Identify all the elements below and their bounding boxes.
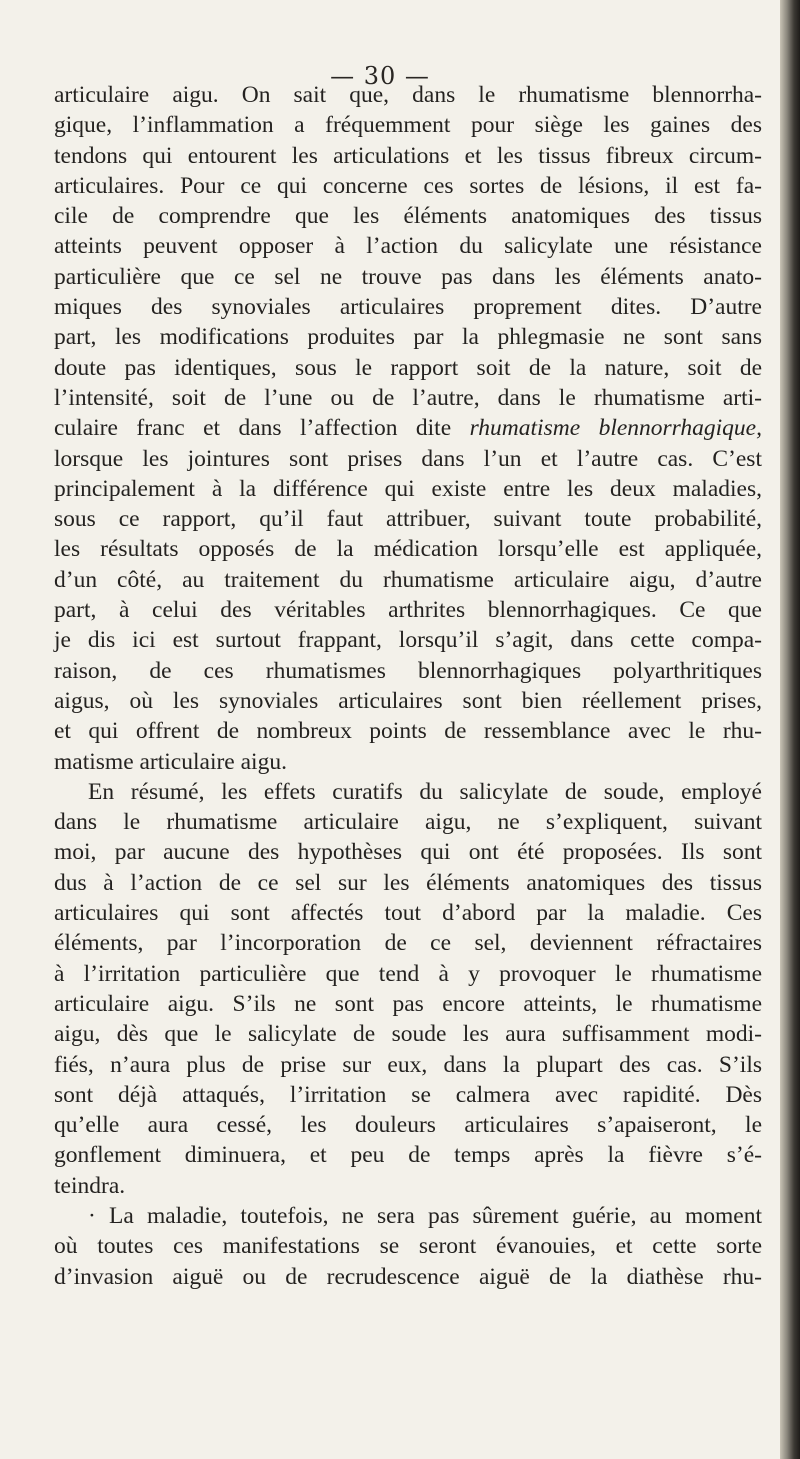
text-segment: culaire franc et dans l’affection dite	[54, 415, 470, 442]
text-line: doute pas identiques, sous le rapport soit de la nature, soit de	[54, 354, 762, 381]
text-line: teindra.	[54, 1172, 126, 1199]
text-line: d’invasion aiguë ou de recrudescence aiguë de la diathèse rhu-	[54, 1263, 762, 1290]
text-line: moi, par aucune des hypothèses qui ont été proposées. Ils sont	[54, 839, 762, 866]
text-line: lorsque les jointures sont prises dans l’un et l’autre cas. C’est	[54, 445, 762, 472]
text-line: qu’elle aura cessé, les douleurs articulaires s’apaiseront, le	[54, 1112, 762, 1139]
page-number: — 30 —	[330, 62, 430, 90]
text-line: gonflement diminuera, et peu de temps après la fièvre s’é-	[54, 1142, 762, 1169]
text-line: dans le rhumatisme articulaire aigu, ne s’expliquent, suivant	[54, 809, 762, 836]
text-line: dus à l’action de ce sel sur les éléments anatomiques des tissus	[54, 869, 762, 896]
text-line: articulaires. Pour ce qui concerne ces sortes de lésions, il est fa-	[54, 172, 762, 199]
text-line: je dis ici est surtout frappant, lorsqu’il s’agit, dans cette compa-	[54, 627, 762, 654]
italic-term: rhumatisme blennorrhagique,	[469, 415, 762, 442]
text-line: tendons qui entourent les articulations et les tissus fibreux circum-	[54, 142, 762, 169]
text-line-with-italic	[54, 413, 762, 443]
text-line: où toutes ces manifestations se seront évanouies, et cette sorte	[54, 1233, 762, 1260]
text-line: à l’irritation particulière que tend à y provoquer le rhumatisme	[54, 960, 762, 987]
text-line: principalement à la différence qui existe entre les deux maladies,	[54, 475, 762, 502]
text-line: articulaire aigu. On sait que, dans le rhumatisme blennorrha-	[54, 82, 762, 108]
text-line: raison, de ces rhumatismes blennorrhagiques polyarthritiques	[54, 657, 762, 684]
text-line: part, à celui des véritables arthrites blennorrhagiques. Ce que	[54, 597, 762, 624]
text-line: En résumé, les effets curatifs du salicylate de soude, employé	[88, 778, 762, 805]
text-line: particulière que ce sel ne trouve pas dans les éléments anato-	[54, 263, 762, 290]
text-line: l’intensité, soit de l’une ou de l’autre, dans le rhumatisme arti-	[54, 384, 762, 411]
text-line: et qui offrent de nombreux points de ressemblance avec le rhu-	[54, 718, 762, 745]
text-line: éléments, par l’incorporation de ce sel, deviennent réfractaires	[54, 930, 762, 957]
text-line: d’un côté, au traitement du rhumatisme articulaire aigu, d’autre	[54, 566, 762, 593]
text-line: articulaires qui sont affectés tout d’abord par la maladie. Ces	[54, 900, 762, 927]
text-line: articulaire aigu. S’ils ne sont pas encore atteints, le rhumatisme	[54, 990, 762, 1017]
text-line: gique, l’inflammation a fréquemment pour siège les gaines des	[54, 112, 762, 139]
text-line: aigus, où les synoviales articulaires sont bien réellement prises,	[54, 687, 762, 714]
text-line: matisme articulaire aigu.	[54, 748, 287, 775]
body-text	[54, 80, 762, 1292]
text-line: sont déjà attaqués, l’irritation se calmera avec rapidité. Dès	[54, 1081, 762, 1108]
text-line: · La maladie, toutefois, ne sera pas sûrement guérie, au moment	[88, 1202, 762, 1229]
text-line: aigu, dès que le salicylate de soude les aura suffisamment modi-	[54, 1021, 762, 1048]
text-line: miques des synoviales articulaires proprement dites. D’autre	[54, 294, 762, 321]
text-line: atteints peuvent opposer à l’action du salicylate une résistance	[54, 233, 762, 260]
text-line: part, les modifications produites par la phlegmasie ne sont sans	[54, 324, 762, 351]
text-line: les résultats opposés de la médication lorsqu’elle est appliquée,	[54, 536, 762, 563]
text-line: cile de comprendre que les éléments anatomiques des tissus	[54, 203, 762, 230]
text-line: sous ce rapport, qu’il faut attribuer, suivant toute probabilité,	[54, 506, 762, 533]
text-line: fiés, n’aura plus de prise sur eux, dans la plupart des cas. S’ils	[54, 1051, 762, 1078]
book-binding-edge	[780, 0, 800, 1459]
